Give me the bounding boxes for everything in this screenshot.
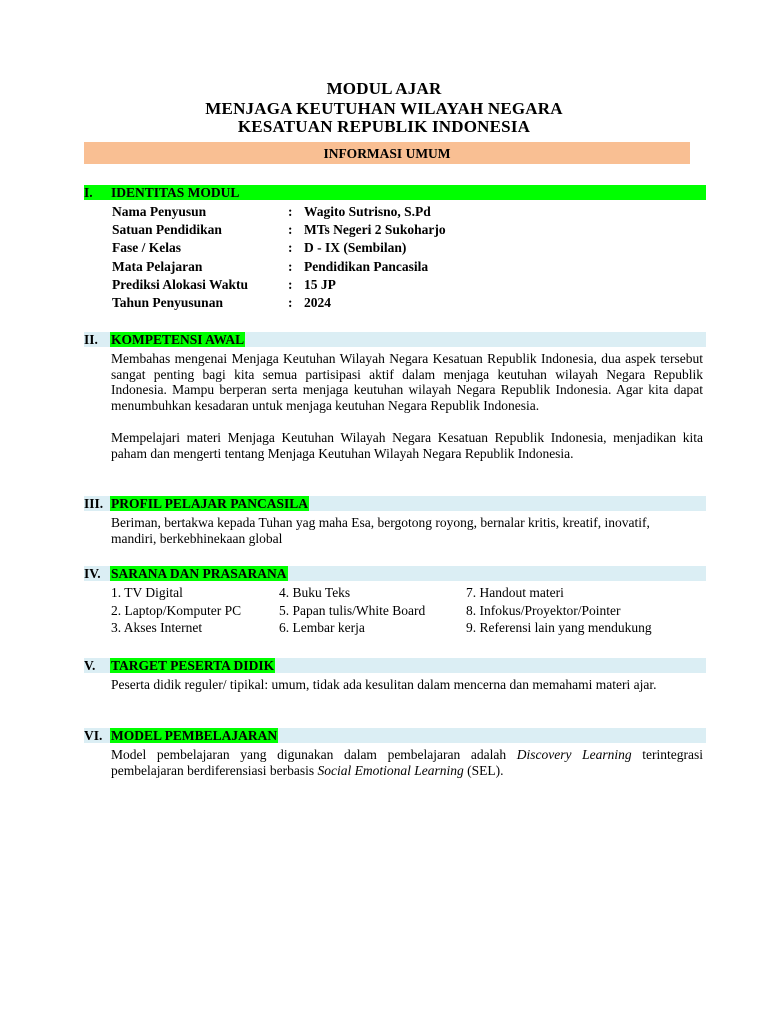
section-number: I.: [84, 185, 93, 200]
document-subtitle-line-1: MENJAGA KEUTUHAN WILAYAH NEGARA: [205, 99, 563, 118]
identity-label: Mata Pelajaran: [112, 259, 203, 274]
general-information-bar: INFORMASI UMUM: [84, 142, 690, 164]
model-pembelajaran-paragraph: [111, 747, 703, 778]
paragraph-text: Model pembelajaran yang digunakan dalam pembelajaran adalah: [111, 747, 517, 762]
section-title: MODEL PEMBELAJARAN: [111, 728, 278, 743]
identity-value: Pendidikan Pancasila: [304, 259, 429, 274]
section-title: TARGET PESERTA DIDIK: [111, 658, 275, 673]
section-kompetensi-awal-header: [84, 332, 706, 347]
section-title: SARANA DAN PRASARANA: [111, 566, 287, 581]
kompetensi-awal-paragraph-2: Mempelajari materi Menjaga Keutuhan Wilayah Negara Kesatuan Republik Indonesia, menjadikan kita paham dan mengerti tentang Menjaga Keutuhan Wilayah Negara Republik Indonesia.: [111, 430, 703, 461]
facility-item: 2. Laptop/Komputer PC: [111, 603, 242, 618]
section-target-peserta-header: [84, 658, 706, 673]
identity-colon: :: [288, 204, 293, 219]
paragraph-text: terintegrasi pembelajaran berdiferensiasi berbasis: [111, 747, 703, 778]
identity-value: D - IX (Sembilan): [304, 240, 407, 255]
document-title: MODUL AJAR: [326, 79, 442, 98]
section-number: IV.: [84, 566, 101, 581]
section-title: IDENTITAS MODUL: [111, 185, 240, 200]
section-sarana-prasarana-header: [84, 566, 706, 581]
identity-value: MTs Negeri 2 Sukoharjo: [304, 222, 446, 237]
section-number: II.: [84, 332, 98, 347]
section-title: PROFIL PELAJAR PANCASILA: [111, 496, 309, 511]
section-profil-pelajar-header: [84, 496, 706, 511]
facility-item: 6. Lembar kerja: [279, 620, 365, 635]
identity-label: Prediksi Alokasi Waktu: [112, 277, 249, 292]
section-number: V.: [84, 658, 96, 673]
profil-pelajar-paragraph: Beriman, bertakwa kepada Tuhan yag maha Esa, bergotong royong, bernalar kritis, kreatif, inovatif, mandiri, berkebhinekaan global: [111, 515, 650, 546]
target-peserta-paragraph: Peserta didik reguler/ tipikal: umum, tidak ada kesulitan dalam mencerna dan memahami materi ajar.: [111, 677, 657, 692]
section-number: VI.: [84, 728, 103, 743]
facility-item: 5. Papan tulis/White Board: [279, 603, 426, 618]
identity-label: Fase / Kelas: [112, 240, 181, 255]
paragraph-text: (SEL).: [463, 762, 504, 778]
section-title: KOMPETENSI AWAL: [111, 332, 245, 347]
identity-colon: :: [288, 277, 293, 292]
facility-item: 9. Referensi lain yang mendukung: [466, 620, 652, 635]
identity-value: 2024: [304, 295, 331, 310]
identity-colon: :: [288, 295, 293, 310]
kompetensi-awal-paragraph-1: Membahas mengenai Menjaga Keutuhan Wilayah Negara Kesatuan Republik Indonesia, dua aspek tersebut sangat penting bagi kita semua partisipasi aktif dalam menjaga keutuhan wilayah Negara Republik Indonesia. Mampu berperan serta menjaga keutuhan wilayah Negara Republik Indonesia. Agar kita dapat menumbuhkan kesadaran untuk menjaga keutuhan Negara Republik Indonesia.: [111, 351, 703, 413]
identity-label: Nama Penyusun: [112, 204, 207, 219]
identity-value: 15 JP: [304, 277, 336, 292]
facility-item: 7. Handout materi: [466, 585, 564, 600]
identity-label: Satuan Pendidikan: [112, 222, 222, 237]
identity-colon: :: [288, 240, 293, 255]
section-number: III.: [84, 496, 104, 511]
identity-colon: :: [288, 259, 293, 274]
facility-item: 8. Infokus/Proyektor/Pointer: [466, 603, 621, 618]
facility-item: 1. TV Digital: [111, 585, 183, 600]
paragraph-italic-term: Discovery Learning: [516, 747, 632, 762]
facility-item: 3. Akses Internet: [111, 620, 203, 635]
paragraph-italic-term: Social Emotional Learning: [317, 762, 464, 778]
identity-colon: :: [288, 222, 293, 237]
identity-label: Tahun Penyusunan: [112, 295, 223, 310]
section-identitas-modul-header: [84, 185, 706, 200]
section-model-pembelajaran-header: [84, 728, 706, 743]
facility-item: 4. Buku Teks: [279, 585, 351, 600]
document-subtitle-line-2: KESATUAN REPUBLIK INDONESIA: [237, 117, 531, 136]
identity-value: Wagito Sutrisno, S.Pd: [304, 204, 431, 219]
